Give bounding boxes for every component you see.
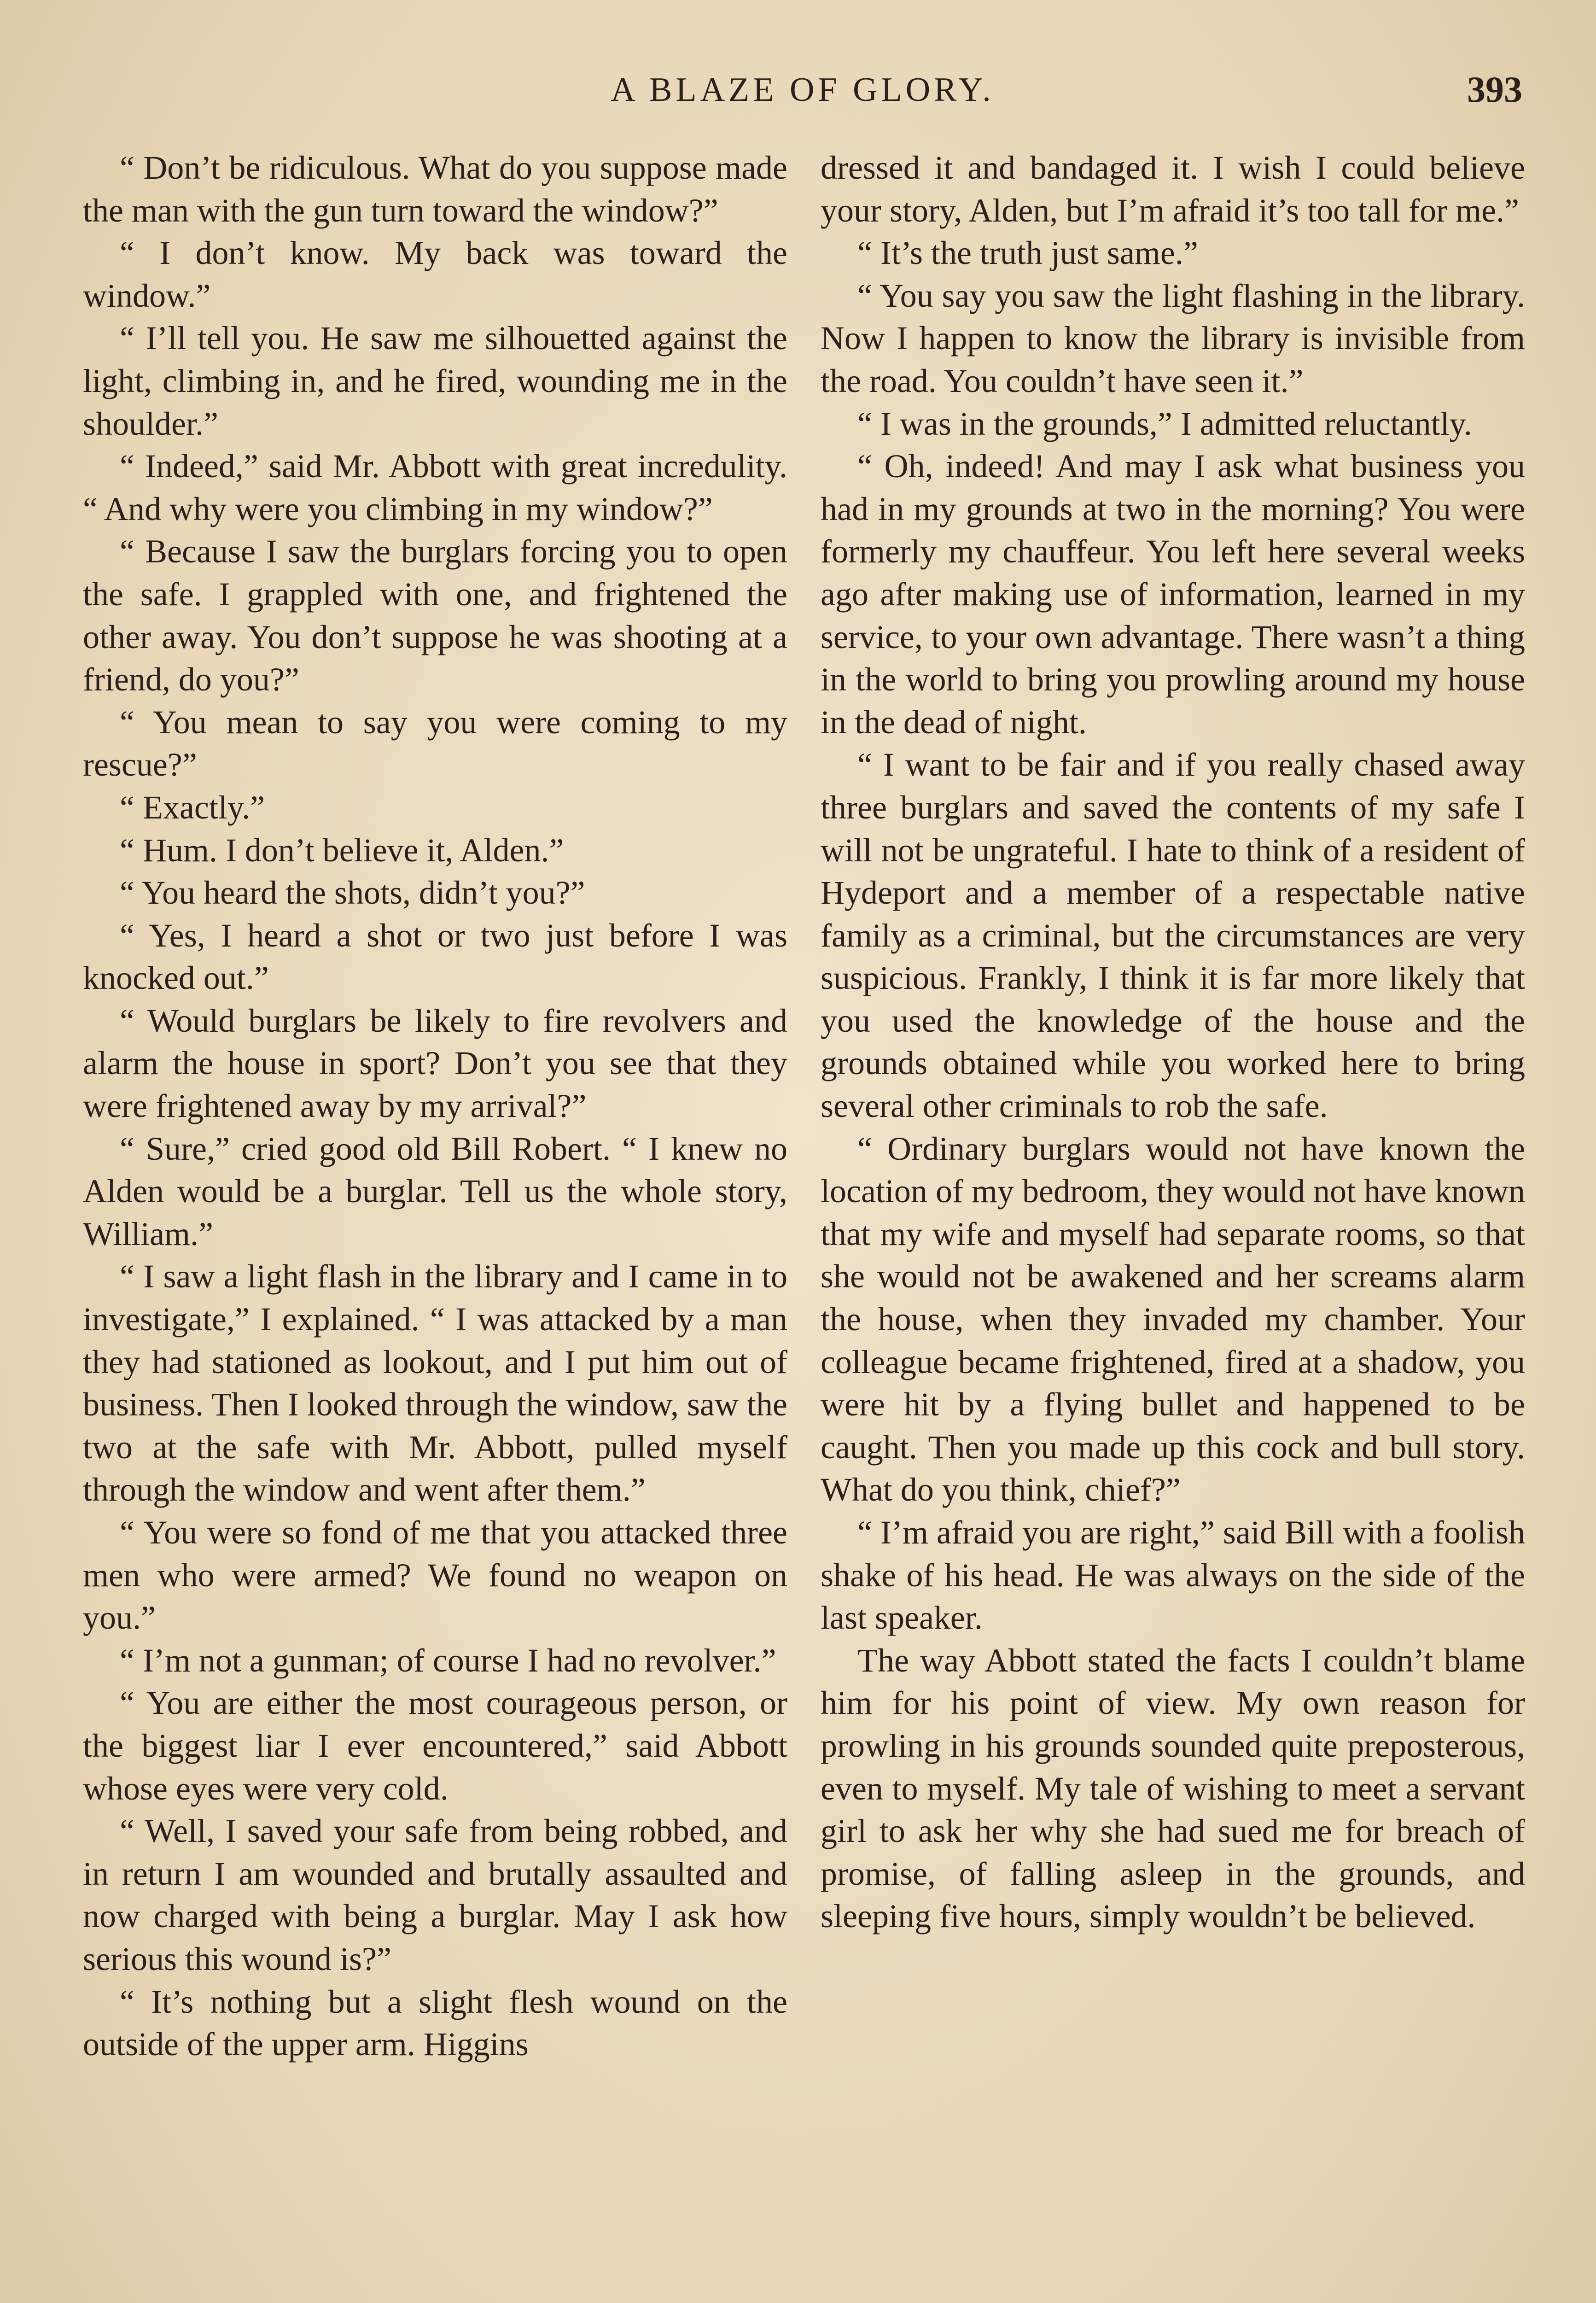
paragraph: “ Hum. I don’t believe it, Alden.” (120, 831, 564, 869)
paragraph: “ Yes, I heard a shot or two just before I was knocked out.” (83, 917, 787, 997)
paragraph: “ Don’t be ridiculous. What do you suppose made the man with the gun turn toward the window?” (83, 149, 787, 229)
paragraph: “ You were so fond of me that you attacked three men who were armed? We found no weapon on you.” (83, 1514, 787, 1637)
paragraph: “ I’ll tell you. He saw me silhouetted against the light, climbing in, and he fired, wounding me in the shoulder.” (83, 320, 787, 442)
paragraph: “ You mean to say you were coming to my rescue?” (83, 703, 787, 783)
paragraph: “ You heard the shots, didn’t you?” (120, 874, 585, 912)
running-head (83, 64, 1522, 115)
paragraph: “ It’s nothing but a slight flesh wound on the outside of the upper arm. Higgins (83, 1983, 787, 2063)
paragraph: “ Well, I saved your safe from being robbed, and in return I am wounded and brutally assaulted and now charged with being a burglar. May I ask how serious this wound is?” (83, 1812, 787, 1977)
paragraph: “ I was in the grounds,” I admitted reluctantly. (857, 405, 1472, 442)
paragraph: “ You are either the most courageous person, or the biggest liar I ever encountered,” said Abbott whose eyes were very cold. (83, 1684, 787, 1807)
paragraph: The way Abbott stated the facts I couldn’t blame him for his point of view. My own reason for prowling in his grounds sounded quite preposterous, even to myself. My tale of wishing to meet a servant girl to ask her why she had sued me for breach of promise, of falling asleep in the grounds, and sleeping five hours, simply wouldn’t be believed. (821, 1642, 1525, 1935)
paragraph: “ I don’t know. My back was toward the window.” (83, 234, 787, 314)
left-column (83, 146, 787, 2066)
paragraph: “ I want to be fair and if you really chased away three burglars and saved the contents of my safe I will not be ungrateful. I hate to think of a resident of Hydeport and a member of a respectable native family as a criminal, but the circumstances are very suspicious. Frankly, I think it is far more likely that you used the knowledge of the house and the grounds obtained while you worked here to bring several other criminals to rob the safe. (821, 746, 1525, 1125)
paragraph: “ I saw a light flash in the library and I came in to investigate,” I explained. “ I was attacked by a man they had stationed as lookout, and I put him out of business. Then I looked through the window, saw the two at the safe with Mr. Abbott, pulled myself through the window and went after them.” (83, 1258, 787, 1508)
right-column (821, 146, 1525, 1938)
paragraph: “ Because I saw the burglars forcing you to open the safe. I grappled with one, and frightened the other away. You don’t suppose he was shooting at a friend, do you?” (83, 533, 787, 698)
paragraph: “ It’s the truth just same.” (857, 234, 1198, 272)
paragraph: “ You say you saw the light flashing in the library. Now I happen to know the library is invisible from the road. You couldn’t have seen it.” (821, 277, 1525, 399)
paragraph: “ I’m afraid you are right,” said Bill with a foolish shake of his head. He was always on the side of the last speaker. (821, 1514, 1525, 1637)
paragraph: “ Indeed,” said Mr. Abbott with great incredulity. “ And why were you climbing in my window?” (83, 448, 787, 527)
running-title: A BLAZE OF GLORY. (611, 71, 995, 109)
paragraph-continuation: dressed it and bandaged it. I wish I could believe your story, Alden, but I’m afraid it’s too tall for me.” (821, 149, 1525, 229)
paragraph: “ I’m not a gunman; of course I had no revolver.” (120, 1642, 776, 1679)
paragraph: “ Sure,” cried good old Bill Robert. “ I knew no Alden would be a burglar. Tell us the whole story, William.” (83, 1130, 787, 1252)
paragraph: “ Oh, indeed! And may I ask what business you had in my grounds at two in the morning? You were formerly my chauffeur. You left here several weeks ago after making use of information, learned in my service, to your own advantage. There wasn’t a thing in the world to bring you prowling around my house in the dead of night. (821, 448, 1525, 741)
page-number: 393 (1467, 70, 1522, 110)
paragraph: “ Exactly.” (120, 789, 265, 826)
paragraph: “ Ordinary burglars would not have known the location of my bedroom, they would not have known that my wife and myself had separate rooms, so that she would not be awakened and her screams alarm the house, when they invaded my chamber. Your colleague became frightened, fired at a shadow, you were hit by a flying bullet and happened to be caught. Then you made up this cock and bull story. What do you think, chief?” (821, 1130, 1525, 1508)
paragraph: “ Would burglars be likely to fire revolvers and alarm the house in sport? Don’t you see that they were frightened away by my arrival?” (83, 1002, 787, 1125)
